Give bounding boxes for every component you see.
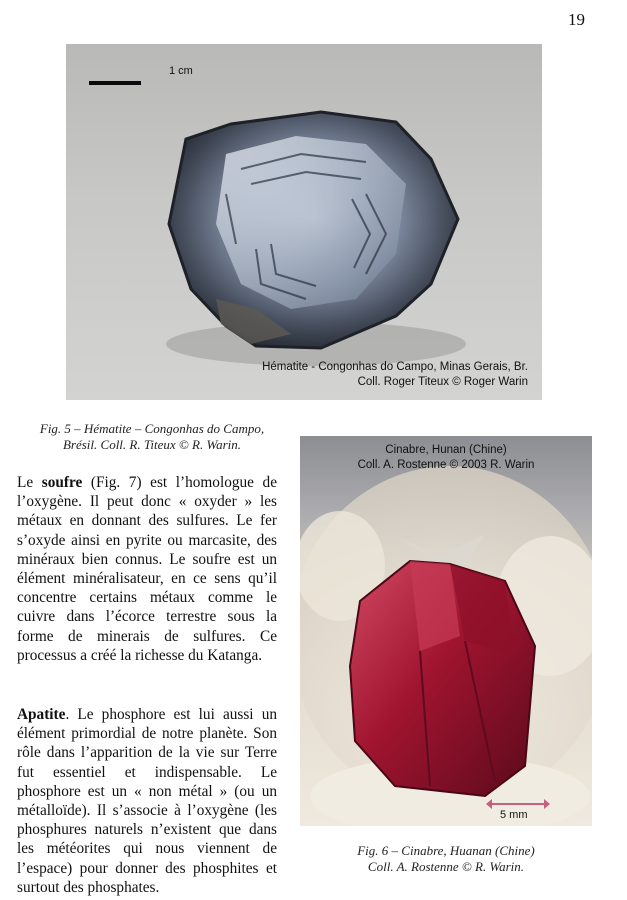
cinnabar-photo [300,436,592,826]
photo-overlay-caption [300,443,592,473]
photo-caption-line: Coll. Roger Titeux © Roger Warin [357,376,528,388]
hematite-crystal-image [66,44,542,400]
paragraph-apatite [17,705,277,897]
photo-caption-line: Cinabre, Hunan (Chine) [385,444,507,456]
term-apatite: Apatite [17,706,66,723]
caption-line: Brésil. Coll. R. Titeux © R. Warin. [62,437,242,452]
photo-overlay-caption [262,360,528,390]
figure-6-caption [301,843,591,875]
cinnabar-crystal-image [300,436,592,826]
caption-line: Fig. 5 – Hématite – Congonhas do Campo, [39,421,265,436]
scale-label: 1 cm [169,65,193,77]
hematite-photo [66,44,542,400]
caption-line: Fig. 6 – Cinabre, Huanan (Chine) [357,843,535,858]
scale-arrow [488,803,548,805]
paragraph-soufre [17,473,277,665]
paragraph-text: . Le phosphore est lui aussi un élément primordial de notre planète. Son rôle dans l’apparition de la vie sur Terre fut essentiel et indispensable. Le phosphore est un « non métal » (ou un métalloïde). Il s’associe à l’oxygène (les phosphures naturels n’existent que dans les météorites qui nous viennent de l’espace) pour donner des phosphites et surtout des phosphates. [17,706,277,896]
photo-caption-line: Coll. A. Rostenne © 2003 R. Warin [357,459,535,471]
figure-5-caption [18,421,286,453]
page-number: 19 [568,10,585,29]
paragraph-lead: Le [17,474,42,491]
photo-caption-line: Hématite - Congonhas do Campo, Minas Gerais, Br. [262,361,528,373]
paragraph-text: (Fig. 7) est l’homologue de l’oxygène. Il peut donc « oxyder » les métaux en donnant des sulfures. Le fer s’oxyde ainsi en pyrite ou marcasite, des minéraux bien connus. Le soufre est un élément minéralisateur, en ce sens qu’il concentre certains métaux comme le cuivre dans l’écorce terrestre sous la forme de minerais de sulfures. Ce processus a créé la richesse du Katanga. [17,474,277,664]
term-soufre: soufre [41,474,83,491]
caption-line: Coll. A. Rostenne © R. Warin. [367,859,525,874]
scale-label: 5 mm [500,809,528,821]
